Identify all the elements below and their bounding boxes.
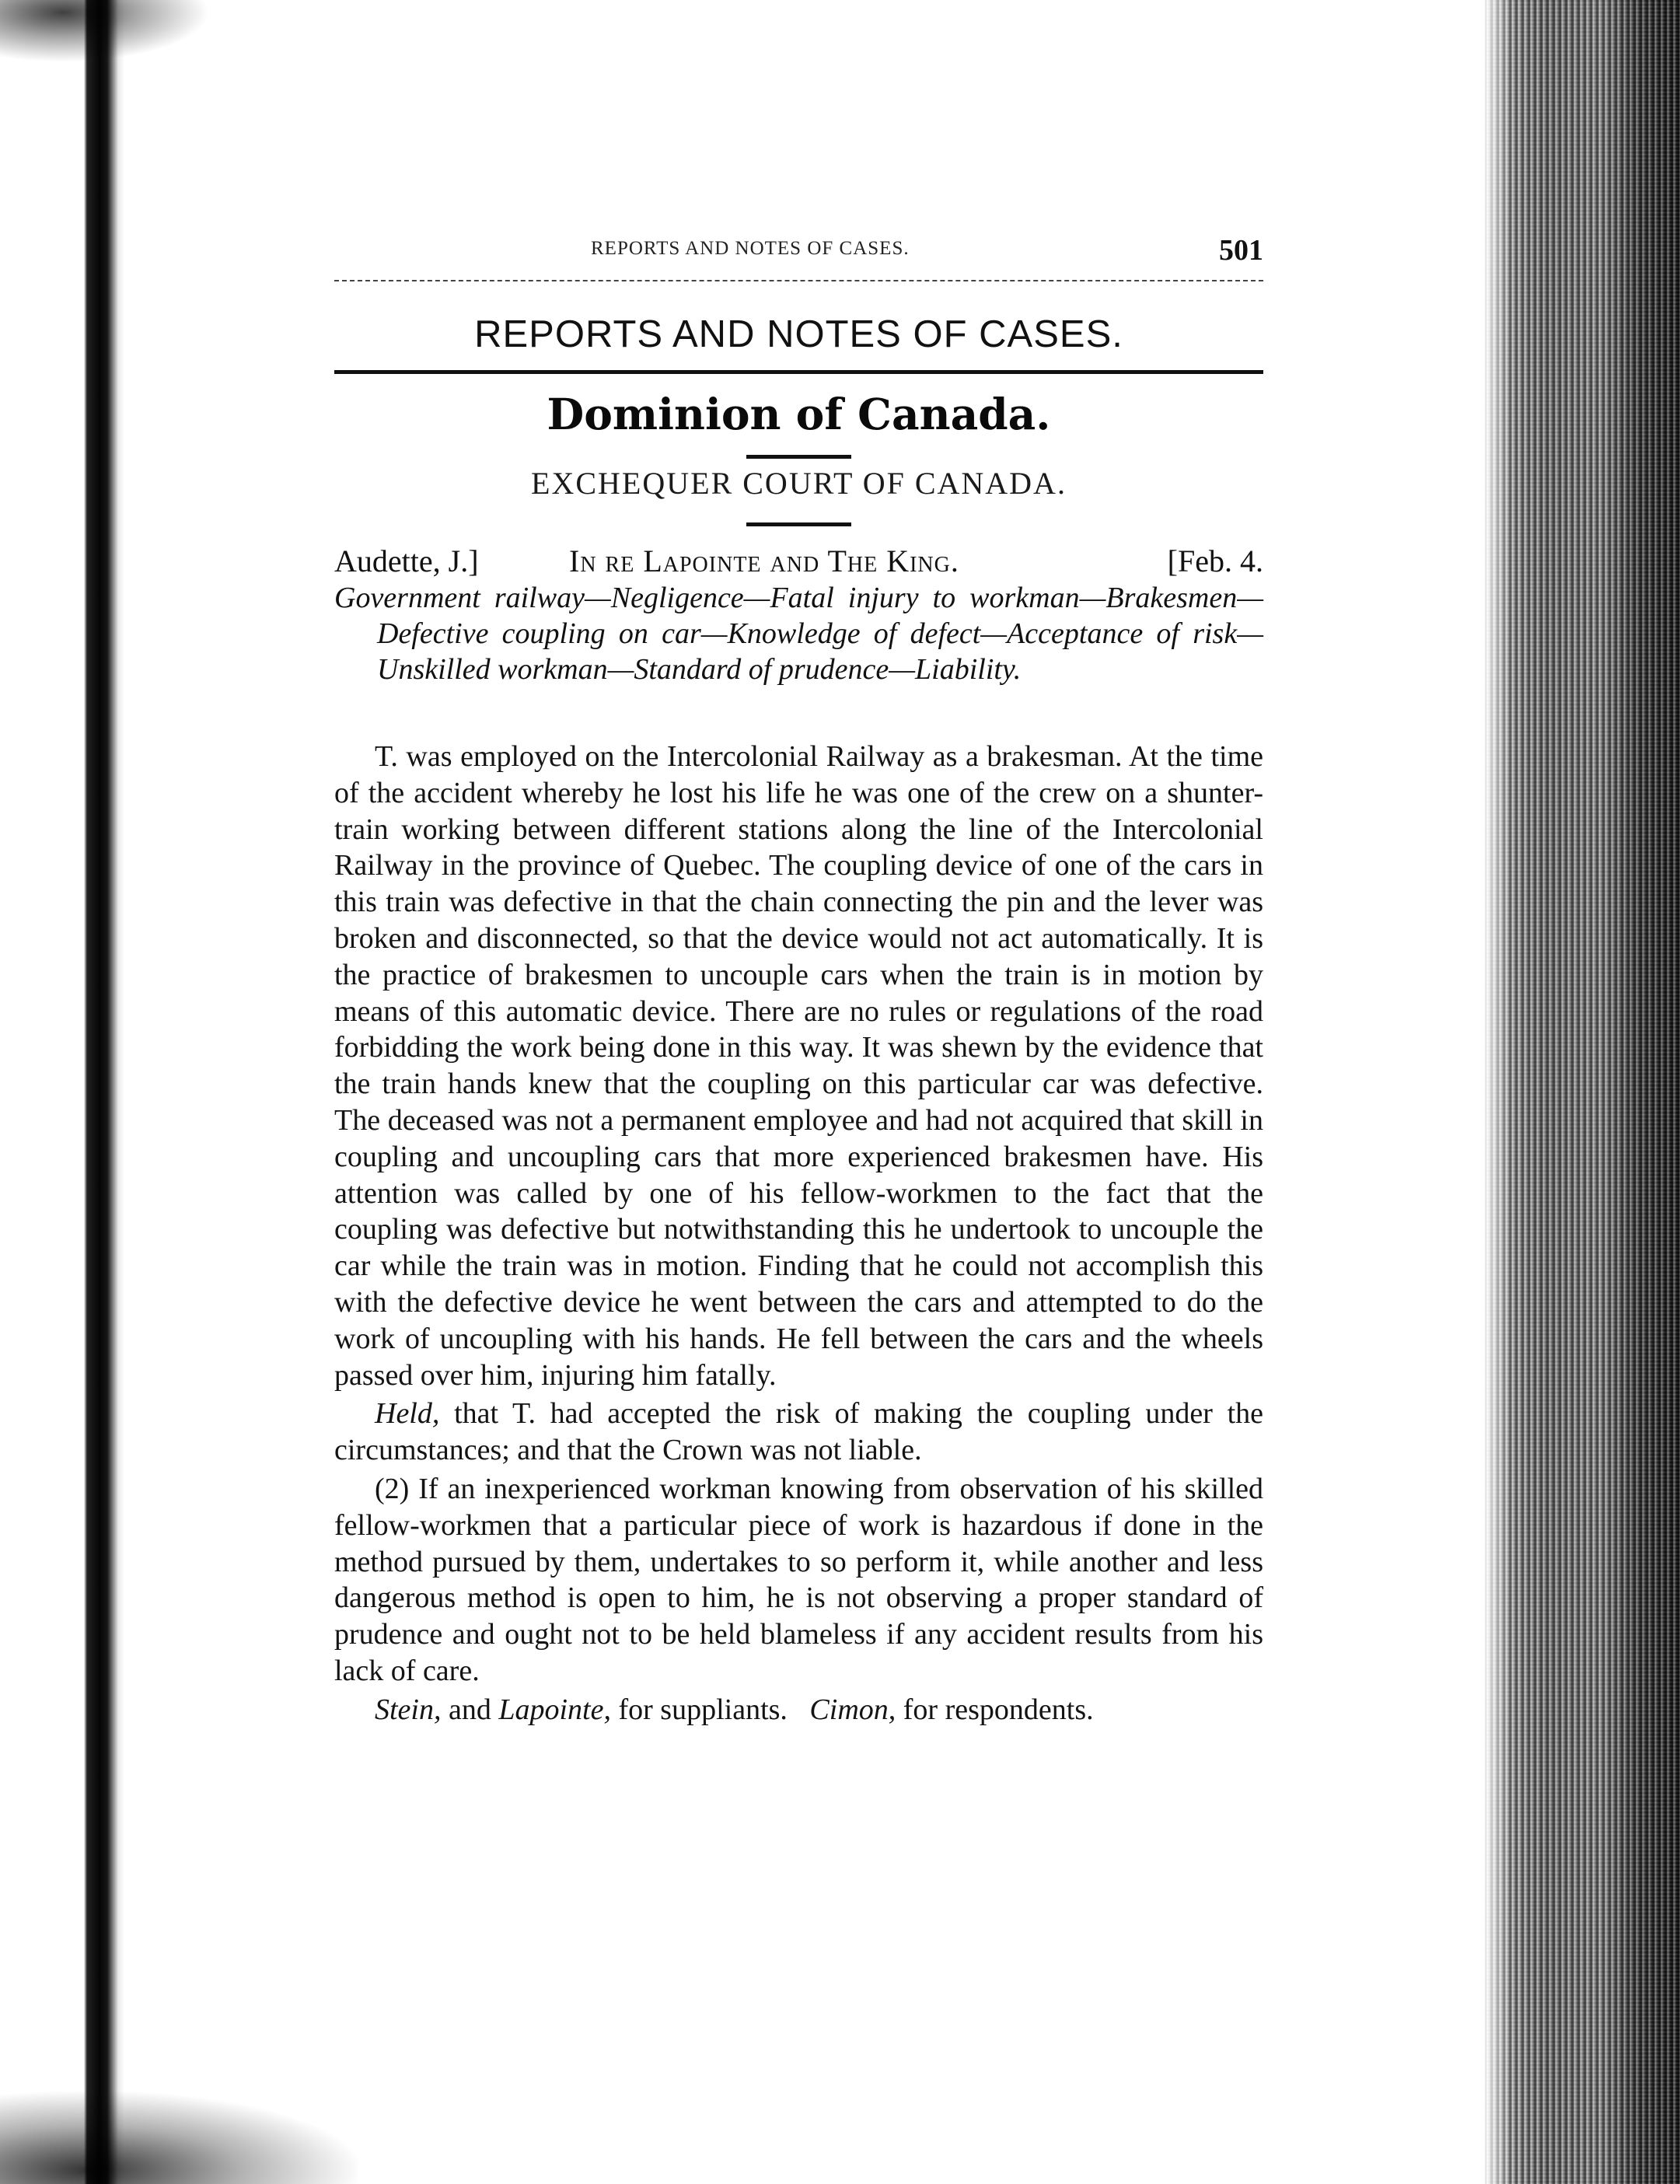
counsel-1-name: Stein,	[375, 1693, 442, 1726]
scan-smudge-bottom	[0, 2091, 358, 2184]
judge-name: Audette, J.]	[334, 543, 479, 578]
counsel-suppliants: for suppliants.	[618, 1693, 788, 1726]
short-rule-1	[746, 455, 851, 459]
facts-paragraph: T. was employed on the Intercolonial Railway as a brakesman. At the time of the accident whereby he lost his life he was one of the crew on a shunter-train working between different stations along the line of the Intercolonial Railway in the province of Quebec. The coupling device of one of the cars in this train was defective in that the chain connecting the pin and the lever was broken and disconnected, so that the device would not act automatically. It is the practice of brakesmen to uncouple cars when the train is in motion by means of this automatic device. There are no rules or regulations of the road forbidding the work being done in this way. It was shewn by the evidence that the train hands knew that the coupling on this particular car was defective. The deceased was not a permanent employee and had not acquired that skill in coupling and uncoupling cars that more experienced brakesmen have. His attention was called by one of his fellow-workmen to the fact that the coupling was defective but notwithstanding this he undertook to uncouple the car while the train was in motion. Finding that he could not accomplish this with the defective device he went between the cars and attempted to do the work of uncoupling with his hands. He fell between the cars and the wheels passed over him, injuring him fatally.	[334, 740, 1263, 1392]
case-caption	[334, 543, 1263, 582]
case-body	[334, 739, 1263, 1731]
section-title: REPORTS AND NOTES OF CASES.	[474, 313, 1123, 355]
left-binding-edge	[0, 0, 124, 2184]
jurisdiction-heading: Dominion of Canada.	[547, 389, 1051, 439]
counsel-respondents: for respondents.	[903, 1693, 1094, 1726]
short-rule-2	[746, 522, 851, 526]
court-heading: EXCHEQUER COURT OF CANADA.	[531, 466, 1067, 501]
headnote-text: Government railway—Negligence—Fatal injury to workman—Brakesmen—Defective coupling on car—Knowledge of defect—Acceptance of risk—Unskilled workman—Standard of prudence—Liability.	[334, 582, 1263, 686]
page	[334, 0, 1263, 2184]
held-label: Held,	[375, 1397, 440, 1431]
right-page-edges	[1485, 0, 1680, 2184]
right-edge-fade	[1481, 0, 1512, 2184]
counsel-2-name: Lapointe,	[498, 1693, 611, 1726]
counsel-paragraph	[334, 1692, 1263, 1728]
section-title-rule	[334, 370, 1263, 374]
case-name: In re Lapointe and The King.	[569, 543, 959, 578]
held-text: that T. had accepted the risk of making the coupling under the circumstances; and that the Crown was not liable.	[334, 1397, 1264, 1467]
second-holding-paragraph: (2) If an inexperienced workman knowing from observation of his skilled fellow-workmen that a particular piece of work is hazardous if done in the method pursued by them, undertakes to so perform it, while another and less dangerous method is open to him, he is not observing a proper standard of prudence and ought not to be held blameless if any accident results from his lack of care.	[334, 1472, 1263, 1687]
scan-smudge-top	[0, 0, 210, 62]
counsel-and: and	[448, 1693, 491, 1726]
page-number: 501	[1219, 234, 1263, 267]
headnote	[334, 580, 1263, 687]
held-paragraph	[334, 1396, 1263, 1469]
counsel-3-name: Cimon,	[809, 1693, 896, 1726]
running-head	[334, 233, 1263, 269]
running-head-rule	[334, 280, 1263, 281]
case-date: [Feb. 4.	[1167, 543, 1263, 578]
running-head-title: REPORTS AND NOTES OF CASES.	[591, 238, 910, 259]
